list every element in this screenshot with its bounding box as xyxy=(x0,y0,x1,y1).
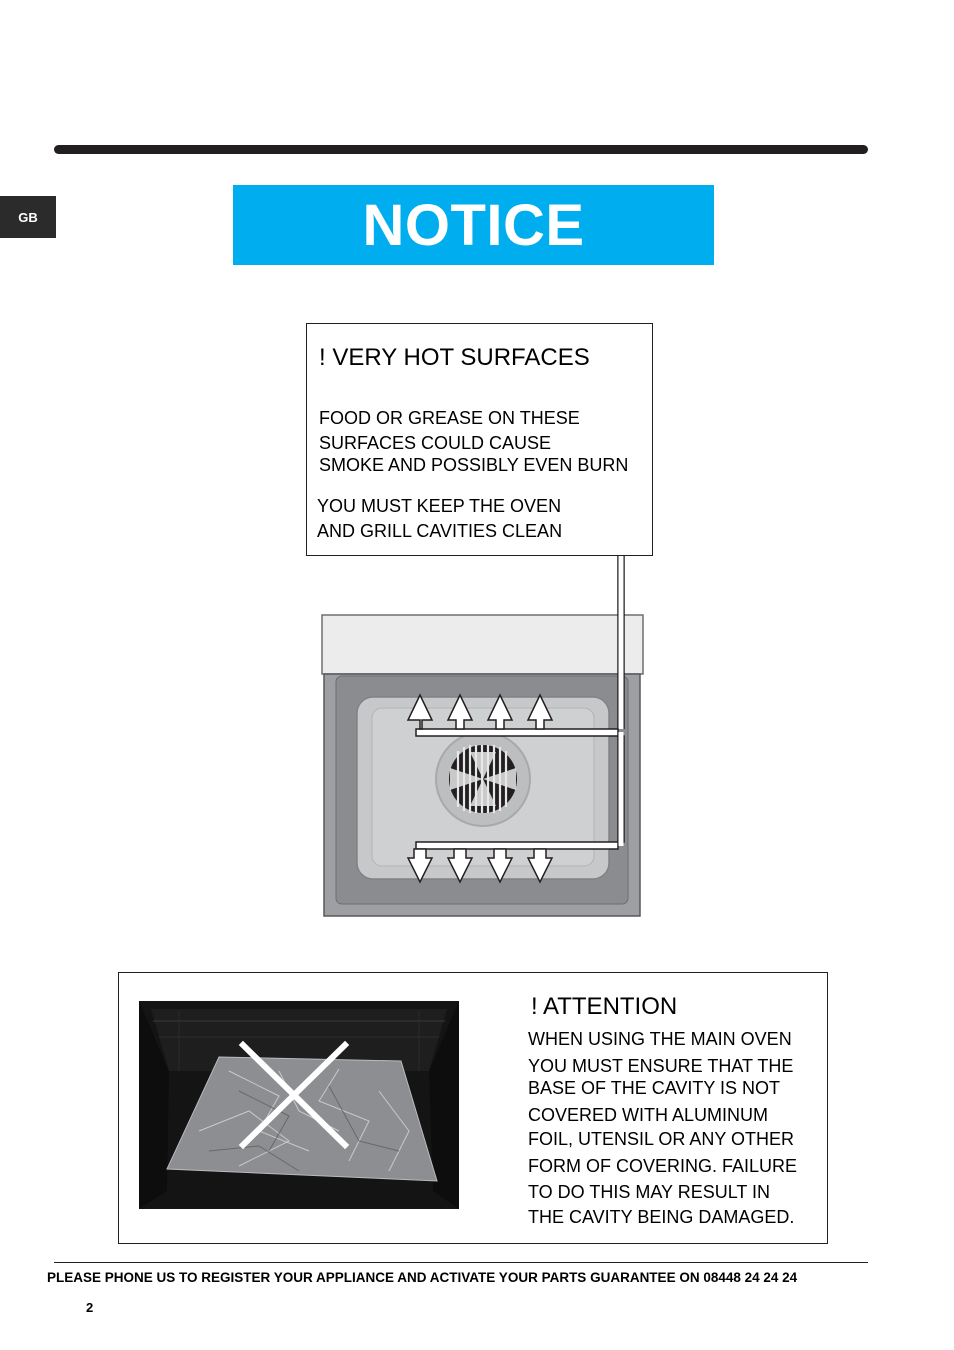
attention-line: WHEN USING THE MAIN OVEN xyxy=(528,1029,792,1049)
top-rule xyxy=(54,145,868,154)
page-number: 2 xyxy=(86,1300,94,1315)
hot-surfaces-title: ! VERY HOT SURFACES xyxy=(319,344,590,371)
attention-line: THE CAVITY BEING DAMAGED. xyxy=(528,1207,795,1227)
hot-surfaces-line: AND GRILL CAVITIES CLEAN xyxy=(317,521,563,541)
hot-surfaces-line: YOU MUST KEEP THE OVEN xyxy=(317,496,562,516)
attention-line: FOIL, UTENSIL OR ANY OTHER xyxy=(528,1129,795,1149)
hot-surfaces-box xyxy=(306,323,653,556)
attention-title: ! ATTENTION xyxy=(531,993,678,1020)
attention-line: BASE OF THE CAVITY IS NOT xyxy=(528,1078,781,1098)
foil-covered-oven-photo xyxy=(139,1001,459,1209)
hot-surfaces-line: SMOKE AND POSSIBLY EVEN BURN xyxy=(319,455,629,475)
fan-icon xyxy=(436,732,530,826)
hot-surfaces-line: FOOD OR GREASE ON THESE xyxy=(319,408,580,428)
attention-line: FORM OF COVERING. FAILURE xyxy=(528,1156,798,1176)
bottom-rule xyxy=(54,1262,868,1263)
attention-box xyxy=(118,972,828,1244)
attention-line: TO DO THIS MAY RESULT IN xyxy=(528,1182,771,1202)
oven-diagram xyxy=(320,556,650,921)
language-tab: GB xyxy=(0,196,56,238)
attention-line: COVERED WITH ALUMINUM xyxy=(528,1105,769,1125)
hot-surfaces-line: SURFACES COULD CAUSE xyxy=(319,433,552,453)
notice-banner: NOTICE xyxy=(233,185,714,265)
footer-registration-text: PLEASE PHONE US TO REGISTER YOUR APPLIANCE AND ACTIVATE YOUR PARTS GUARANTEE ON 08448 24 24 24 xyxy=(47,1270,798,1285)
attention-line: YOU MUST ENSURE THAT THE xyxy=(528,1056,794,1076)
oven-control-panel xyxy=(322,615,643,674)
